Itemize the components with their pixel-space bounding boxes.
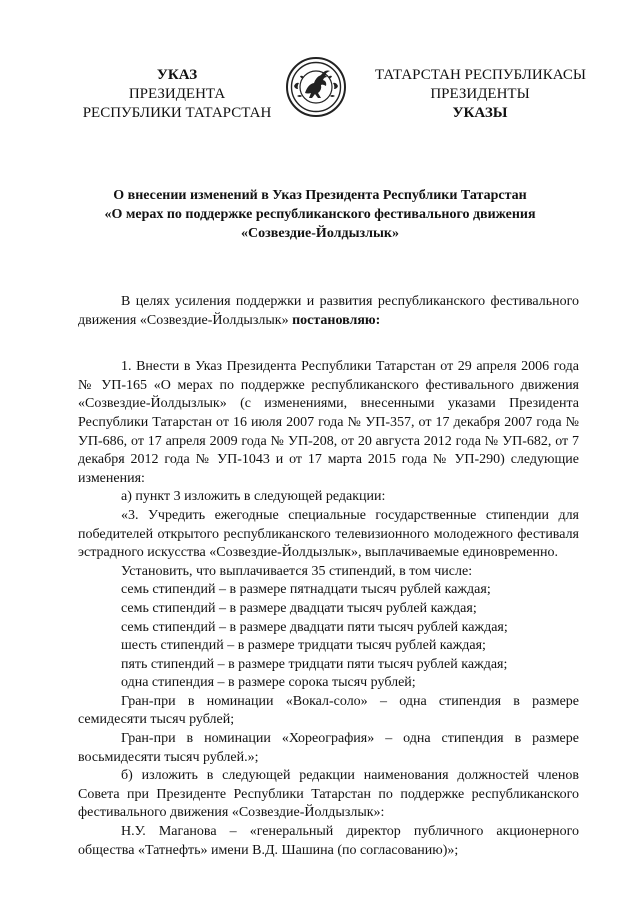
paragraph-8: шесть стипендий – в размере тридцати тысяч рублей каждая; bbox=[121, 638, 486, 654]
paragraph-12: Гран-при в номинации «Хореография» – одна стипендия в размере восьмидесяти тысяч рублей.»; bbox=[78, 731, 579, 765]
paragraph-5: семь стипендий – в размере пятнадцати тысяч рублей каждая; bbox=[121, 582, 491, 598]
intro-text: В целях усиления поддержки и развития республиканского фестивального движения «Созвездие-Йолдызлык» bbox=[78, 294, 579, 328]
intro-emphasis: постановляю: bbox=[292, 312, 381, 328]
paragraph-4: Установить, что выплачивается 35 стипендий, в том числе: bbox=[121, 563, 473, 579]
header-right-line-2: ПРЕЗИДЕНТЫ bbox=[430, 86, 530, 102]
coat-of-arms-icon bbox=[285, 56, 347, 118]
header-right bbox=[375, 66, 585, 123]
paragraph-7: семь стипендий – в размере двадцати пяти тысяч рублей каждая; bbox=[121, 619, 508, 635]
header-left-line-3: РЕСПУБЛИКИ ТАТАРСТАН bbox=[82, 105, 272, 121]
decree-title bbox=[60, 186, 580, 243]
header-left-line-2: ПРЕЗИДЕНТА bbox=[128, 86, 226, 102]
intro-paragraph bbox=[78, 293, 579, 330]
header-left-line-1: УКАЗ bbox=[156, 67, 198, 83]
paragraph-11: Гран-при в номинации «Вокал-соло» – одна стипендия в размере семидесяти тысяч рублей; bbox=[78, 693, 579, 728]
header-right-line-3: УКАЗЫ bbox=[452, 105, 508, 121]
paragraph-9: пять стипендий – в размере тридцати пяти тысяч рублей каждая; bbox=[121, 656, 508, 672]
paragraph-3: «3. Учредить ежегодные специальные государственные стипендии для победителей открытого республиканского телевизионного молодежного фестиваля эстрадного искусства «Созвездие-Йолдызлык», выплачиваемые единовременно. bbox=[78, 507, 579, 561]
paragraph-10: одна стипендия – в размере сорока тысяч рублей; bbox=[121, 675, 416, 691]
paragraph-1: 1. Внести в Указ Президента Республики Татарстан от 29 апреля 2006 года № УП-165 «О мерах по поддержке республиканского фестивального движения «Созвездие-Йолдызлык» (с изменениями, внесенными указами Президента Республики Татарстан от 16 июля 2007 года № УП-357, от 17 декабря 2007 года № УП-686, от 17 апреля 2009 года № УП-208, от 20 августа 2012 года № УП-682, от 7 декабря 2012 года № УП-1043 и от 17 марта 2015 года № УП-290) следующие изменения: bbox=[78, 359, 579, 486]
paragraph-13: б) изложить в следующей редакции наименования должностей членов Совета при Президенте Республики Татарстан по поддержке республиканского фестивального движения «Созвездие-Йолдызлык»: bbox=[78, 768, 579, 821]
decree-body bbox=[78, 293, 579, 860]
paragraph-14: Н.У. Маганова – «генеральный директор публичного акционерного общества «Татнефть» имени В.Д. Шашина (по согласованию)»; bbox=[78, 824, 579, 858]
paragraph-6: семь стипендий – в размере двадцати тысяч рублей каждая; bbox=[121, 600, 477, 616]
title-line-1: О внесении изменений в Указ Президента Республики Татарстан bbox=[113, 188, 527, 203]
paragraph-2: а) пункт 3 изложить в следующей редакции: bbox=[121, 489, 386, 505]
title-line-3: «Созвездие-Йолдызлык» bbox=[241, 226, 399, 241]
title-line-2: «О мерах по поддержке республиканского фестивального движения bbox=[104, 207, 536, 222]
header-right-line-1: ТАТАРСТАН РЕСПУБЛИКАСЫ bbox=[375, 67, 586, 83]
header-left bbox=[72, 66, 282, 123]
